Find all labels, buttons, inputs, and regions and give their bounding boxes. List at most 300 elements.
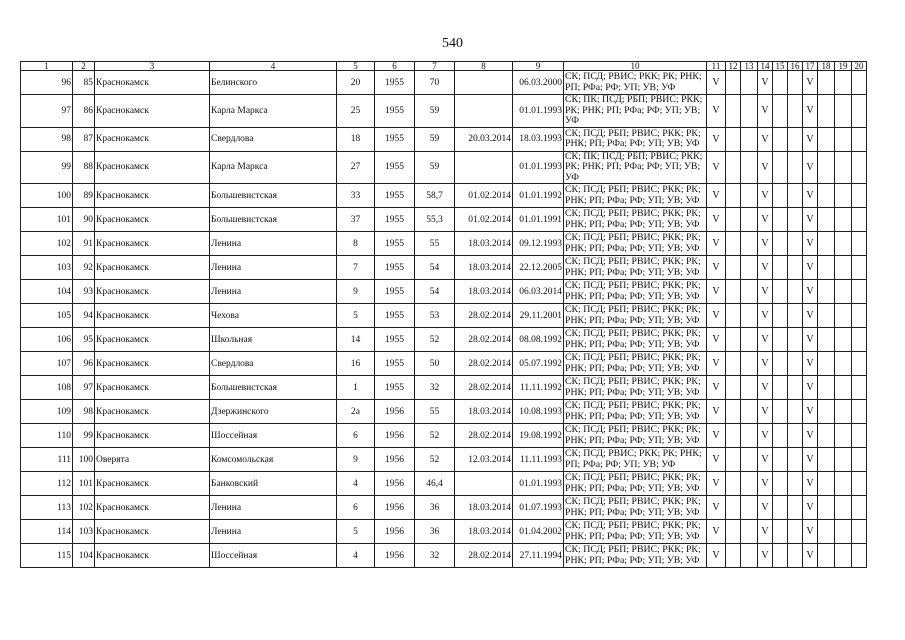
- column-header: 9: [513, 62, 564, 71]
- object-number: 104: [73, 544, 95, 568]
- col-19-cell: [835, 95, 852, 128]
- date-1-cell: 28.02.2014: [455, 376, 513, 400]
- settlement-cell: Краснокамск: [95, 127, 210, 151]
- column-header: 20: [852, 62, 867, 71]
- house-number-cell: 2а: [337, 400, 375, 424]
- col-17-mark: V: [803, 71, 818, 95]
- column-header: 12: [726, 62, 741, 71]
- build-year-cell: 1955: [375, 328, 415, 352]
- house-number-cell: 14: [337, 328, 375, 352]
- col-18-cell: [818, 496, 835, 520]
- works-list-cell: СК; ПСД; РБП; РВИС; РКК; РК; РНК; РП; РФа; РФ; УП; УВ; УФ: [564, 472, 707, 496]
- column-header: 1: [21, 62, 73, 71]
- col-16-cell: [788, 520, 803, 544]
- col-17-mark: V: [803, 352, 818, 376]
- date-2-cell: 06.03.2000: [513, 71, 564, 95]
- date-2-cell: 06.03.2014: [513, 280, 564, 304]
- col-11-mark: V: [707, 184, 726, 208]
- col-18-cell: [818, 376, 835, 400]
- col-12-cell: [726, 184, 741, 208]
- column-header: 10: [564, 62, 707, 71]
- date-1-cell: 28.02.2014: [455, 352, 513, 376]
- wear-value-cell: 32: [415, 544, 455, 568]
- house-number-cell: 5: [337, 520, 375, 544]
- row-number: 104: [21, 280, 73, 304]
- wear-value-cell: 59: [415, 151, 455, 184]
- col-15-cell: [773, 400, 788, 424]
- wear-value-cell: 52: [415, 448, 455, 472]
- works-list-cell: СК; ПСД; РБП; РВИС; РКК; РК; РНК; РП; РФа; РФ; УП; УВ; УФ: [564, 544, 707, 568]
- house-number-cell: 4: [337, 472, 375, 496]
- date-1-cell: 18.03.2014: [455, 232, 513, 256]
- col-19-cell: [835, 208, 852, 232]
- object-number: 90: [73, 208, 95, 232]
- date-1-cell: 28.02.2014: [455, 544, 513, 568]
- col-18-cell: [818, 208, 835, 232]
- col-16-cell: [788, 424, 803, 448]
- column-header: 11: [707, 62, 726, 71]
- col-15-cell: [773, 232, 788, 256]
- date-2-cell: 11.11.1992: [513, 376, 564, 400]
- object-number: 86: [73, 95, 95, 128]
- wear-value-cell: 59: [415, 127, 455, 151]
- col-19-cell: [835, 376, 852, 400]
- street-cell: Свердлова: [210, 127, 337, 151]
- col-19-cell: [835, 256, 852, 280]
- object-number: 89: [73, 184, 95, 208]
- col-15-cell: [773, 352, 788, 376]
- settlement-cell: Краснокамск: [95, 424, 210, 448]
- col-11-mark: V: [707, 280, 726, 304]
- col-12-cell: [726, 424, 741, 448]
- row-number: 98: [21, 127, 73, 151]
- table-row: [21, 352, 867, 376]
- col-20-cell: [852, 424, 867, 448]
- street-cell: Банковский: [210, 472, 337, 496]
- col-17-mark: V: [803, 208, 818, 232]
- col-19-cell: [835, 280, 852, 304]
- col-12-cell: [726, 544, 741, 568]
- date-2-cell: 08.08.1992: [513, 328, 564, 352]
- object-number: 87: [73, 127, 95, 151]
- col-17-mark: V: [803, 328, 818, 352]
- object-number: 85: [73, 71, 95, 95]
- object-number: 91: [73, 232, 95, 256]
- table-row: [21, 544, 867, 568]
- col-19-cell: [835, 424, 852, 448]
- col-16-cell: [788, 280, 803, 304]
- object-number: 103: [73, 520, 95, 544]
- house-number-cell: 33: [337, 184, 375, 208]
- object-number: 93: [73, 280, 95, 304]
- house-number-cell: 9: [337, 280, 375, 304]
- street-cell: Белинского: [210, 71, 337, 95]
- build-year-cell: 1955: [375, 95, 415, 128]
- col-15-cell: [773, 520, 788, 544]
- street-cell: Школьная: [210, 328, 337, 352]
- col-20-cell: [852, 127, 867, 151]
- street-cell: Ленина: [210, 256, 337, 280]
- settlement-cell: Краснокамск: [95, 520, 210, 544]
- col-18-cell: [818, 71, 835, 95]
- date-2-cell: 01.01.1993: [513, 95, 564, 128]
- house-number-cell: 16: [337, 352, 375, 376]
- col-12-cell: [726, 496, 741, 520]
- table-body: [21, 71, 867, 568]
- works-list-cell: СК; ПК; ПСД; РБП; РВИС; РКК; РК; РНК; РП; РФа; РФ; УП; УВ; УФ: [564, 151, 707, 184]
- column-header: 17: [803, 62, 818, 71]
- col-19-cell: [835, 496, 852, 520]
- house-number-cell: 9: [337, 448, 375, 472]
- build-year-cell: 1955: [375, 352, 415, 376]
- settlement-cell: Краснокамск: [95, 328, 210, 352]
- col-14-mark: V: [758, 400, 773, 424]
- works-list-cell: СК; ПСД; РБП; РВИС; РКК; РК; РНК; РП; РФа; РФ; УП; УВ; УФ: [564, 184, 707, 208]
- col-13-cell: [741, 71, 758, 95]
- build-year-cell: 1955: [375, 280, 415, 304]
- col-16-cell: [788, 256, 803, 280]
- col-15-cell: [773, 472, 788, 496]
- street-cell: Дзержинского: [210, 400, 337, 424]
- col-11-mark: V: [707, 472, 726, 496]
- col-16-cell: [788, 151, 803, 184]
- settlement-cell: Краснокамск: [95, 400, 210, 424]
- col-15-cell: [773, 184, 788, 208]
- table-row: [21, 256, 867, 280]
- col-17-mark: V: [803, 448, 818, 472]
- col-14-mark: V: [758, 280, 773, 304]
- col-13-cell: [741, 328, 758, 352]
- col-14-mark: V: [758, 151, 773, 184]
- object-number: 101: [73, 472, 95, 496]
- col-14-mark: V: [758, 328, 773, 352]
- col-16-cell: [788, 496, 803, 520]
- col-20-cell: [852, 232, 867, 256]
- table-row: [21, 424, 867, 448]
- col-18-cell: [818, 328, 835, 352]
- col-20-cell: [852, 400, 867, 424]
- date-1-cell: [455, 472, 513, 496]
- object-number: 97: [73, 376, 95, 400]
- date-1-cell: 18.03.2014: [455, 496, 513, 520]
- col-17-mark: V: [803, 472, 818, 496]
- street-cell: Ленина: [210, 496, 337, 520]
- build-year-cell: 1956: [375, 544, 415, 568]
- date-1-cell: 18.03.2014: [455, 280, 513, 304]
- street-cell: Карла Маркса: [210, 95, 337, 128]
- table-row: [21, 232, 867, 256]
- wear-value-cell: 70: [415, 71, 455, 95]
- col-16-cell: [788, 127, 803, 151]
- col-19-cell: [835, 328, 852, 352]
- col-19-cell: [835, 184, 852, 208]
- col-20-cell: [852, 520, 867, 544]
- date-2-cell: 10.08.1993: [513, 400, 564, 424]
- col-20-cell: [852, 256, 867, 280]
- col-18-cell: [818, 520, 835, 544]
- table-row: [21, 95, 867, 128]
- col-20-cell: [852, 208, 867, 232]
- col-17-mark: V: [803, 400, 818, 424]
- col-14-mark: V: [758, 448, 773, 472]
- row-number: 109: [21, 400, 73, 424]
- date-2-cell: 09.12.1993: [513, 232, 564, 256]
- col-13-cell: [741, 304, 758, 328]
- works-list-cell: СК; ПСД; РВИС; РКК; РК; РНК; РП; РФа; РФ; УП; УВ; УФ: [564, 71, 707, 95]
- col-16-cell: [788, 448, 803, 472]
- works-list-cell: СК; ПСД; РБП; РВИС; РКК; РК; РНК; РП; РФа; РФ; УП; УВ; УФ: [564, 256, 707, 280]
- street-cell: Шоссейная: [210, 544, 337, 568]
- settlement-cell: Краснокамск: [95, 376, 210, 400]
- col-20-cell: [852, 544, 867, 568]
- table-header-row: [21, 62, 867, 71]
- col-15-cell: [773, 127, 788, 151]
- col-18-cell: [818, 472, 835, 496]
- column-header: 2: [73, 62, 95, 71]
- house-number-cell: 4: [337, 544, 375, 568]
- col-13-cell: [741, 496, 758, 520]
- works-list-cell: СК; ПСД; РБП; РВИС; РКК; РК; РНК; РП; РФа; РФ; УП; УВ; УФ: [564, 304, 707, 328]
- col-12-cell: [726, 151, 741, 184]
- col-13-cell: [741, 424, 758, 448]
- col-12-cell: [726, 71, 741, 95]
- works-list-cell: СК; ПСД; РБП; РВИС; РКК; РК; РНК; РП; РФа; РФ; УП; УВ; УФ: [564, 376, 707, 400]
- col-11-mark: V: [707, 520, 726, 544]
- row-number: 107: [21, 352, 73, 376]
- col-16-cell: [788, 376, 803, 400]
- col-11-mark: V: [707, 328, 726, 352]
- date-2-cell: 11.11.1993: [513, 448, 564, 472]
- table-row: [21, 400, 867, 424]
- date-2-cell: 22.12.2005: [513, 256, 564, 280]
- date-1-cell: 01.02.2014: [455, 184, 513, 208]
- col-13-cell: [741, 232, 758, 256]
- row-number: 101: [21, 208, 73, 232]
- table-row: [21, 127, 867, 151]
- row-number: 96: [21, 71, 73, 95]
- works-list-cell: СК; ПСД; РБП; РВИС; РКК; РК; РНК; РП; РФа; РФ; УП; УВ; УФ: [564, 400, 707, 424]
- col-16-cell: [788, 352, 803, 376]
- col-18-cell: [818, 151, 835, 184]
- table-row: [21, 208, 867, 232]
- date-1-cell: 01.02.2014: [455, 208, 513, 232]
- row-number: 112: [21, 472, 73, 496]
- col-11-mark: V: [707, 127, 726, 151]
- table-row: [21, 328, 867, 352]
- column-header: 8: [455, 62, 513, 71]
- house-number-cell: 25: [337, 95, 375, 128]
- row-number: 103: [21, 256, 73, 280]
- col-12-cell: [726, 127, 741, 151]
- works-list-cell: СК; ПСД; РВИС; РКК; РК; РНК; РП; РФа; РФ; УП; УВ; УФ: [564, 448, 707, 472]
- col-17-mark: V: [803, 95, 818, 128]
- works-list-cell: СК; ПСД; РБП; РВИС; РКК; РК; РНК; РП; РФа; РФ; УП; УВ; УФ: [564, 424, 707, 448]
- house-number-cell: 18: [337, 127, 375, 151]
- row-number: 115: [21, 544, 73, 568]
- col-12-cell: [726, 328, 741, 352]
- col-16-cell: [788, 328, 803, 352]
- works-list-cell: СК; ПСД; РБП; РВИС; РКК; РК; РНК; РП; РФа; РФ; УП; УВ; УФ: [564, 127, 707, 151]
- wear-value-cell: 32: [415, 376, 455, 400]
- col-13-cell: [741, 184, 758, 208]
- col-18-cell: [818, 184, 835, 208]
- col-13-cell: [741, 127, 758, 151]
- build-year-cell: 1955: [375, 71, 415, 95]
- build-year-cell: 1955: [375, 151, 415, 184]
- date-2-cell: 01.07.1993: [513, 496, 564, 520]
- build-year-cell: 1956: [375, 472, 415, 496]
- col-17-mark: V: [803, 232, 818, 256]
- col-18-cell: [818, 280, 835, 304]
- col-15-cell: [773, 151, 788, 184]
- col-14-mark: V: [758, 208, 773, 232]
- col-20-cell: [852, 496, 867, 520]
- date-1-cell: 28.02.2014: [455, 424, 513, 448]
- street-cell: Ленина: [210, 280, 337, 304]
- settlement-cell: Краснокамск: [95, 95, 210, 128]
- house-number-cell: 20: [337, 71, 375, 95]
- object-number: 94: [73, 304, 95, 328]
- street-cell: Ленина: [210, 520, 337, 544]
- column-header: 3: [95, 62, 210, 71]
- col-15-cell: [773, 376, 788, 400]
- col-16-cell: [788, 472, 803, 496]
- col-11-mark: V: [707, 352, 726, 376]
- row-number: 97: [21, 95, 73, 128]
- col-11-mark: V: [707, 151, 726, 184]
- date-1-cell: 18.03.2014: [455, 256, 513, 280]
- page-number: 540: [442, 36, 463, 51]
- works-list-cell: СК; ПСД; РБП; РВИС; РКК; РК; РНК; РП; РФа; РФ; УП; УВ; УФ: [564, 352, 707, 376]
- wear-value-cell: 55: [415, 400, 455, 424]
- wear-value-cell: 50: [415, 352, 455, 376]
- col-17-mark: V: [803, 376, 818, 400]
- col-19-cell: [835, 127, 852, 151]
- build-year-cell: 1955: [375, 127, 415, 151]
- col-11-mark: V: [707, 544, 726, 568]
- col-13-cell: [741, 400, 758, 424]
- settlement-cell: Краснокамск: [95, 232, 210, 256]
- col-15-cell: [773, 95, 788, 128]
- col-15-cell: [773, 304, 788, 328]
- row-number: 105: [21, 304, 73, 328]
- date-2-cell: 19.08.1992: [513, 424, 564, 448]
- table-row: [21, 304, 867, 328]
- column-header: 18: [818, 62, 835, 71]
- col-17-mark: V: [803, 256, 818, 280]
- col-17-mark: V: [803, 496, 818, 520]
- col-20-cell: [852, 71, 867, 95]
- col-19-cell: [835, 544, 852, 568]
- col-17-mark: V: [803, 544, 818, 568]
- settlement-cell: Краснокамск: [95, 208, 210, 232]
- col-12-cell: [726, 256, 741, 280]
- col-12-cell: [726, 95, 741, 128]
- col-11-mark: V: [707, 376, 726, 400]
- col-13-cell: [741, 448, 758, 472]
- col-18-cell: [818, 127, 835, 151]
- build-year-cell: 1955: [375, 304, 415, 328]
- col-11-mark: V: [707, 448, 726, 472]
- table-row: [21, 71, 867, 95]
- wear-value-cell: 53: [415, 304, 455, 328]
- house-number-cell: 6: [337, 424, 375, 448]
- date-1-cell: [455, 151, 513, 184]
- row-number: 114: [21, 520, 73, 544]
- col-14-mark: V: [758, 376, 773, 400]
- col-16-cell: [788, 544, 803, 568]
- works-list-cell: СК; ПСД; РБП; РВИС; РКК; РК; РНК; РП; РФа; РФ; УП; УВ; УФ: [564, 208, 707, 232]
- col-11-mark: V: [707, 71, 726, 95]
- date-1-cell: 28.02.2014: [455, 304, 513, 328]
- row-number: 108: [21, 376, 73, 400]
- settlement-cell: Краснокамск: [95, 496, 210, 520]
- settlement-cell: Оверята: [95, 448, 210, 472]
- col-18-cell: [818, 256, 835, 280]
- col-12-cell: [726, 352, 741, 376]
- wear-value-cell: 59: [415, 95, 455, 128]
- col-12-cell: [726, 304, 741, 328]
- settlement-cell: Краснокамск: [95, 71, 210, 95]
- street-cell: Шоссейная: [210, 424, 337, 448]
- wear-value-cell: 52: [415, 328, 455, 352]
- col-13-cell: [741, 472, 758, 496]
- settlement-cell: Краснокамск: [95, 472, 210, 496]
- col-13-cell: [741, 95, 758, 128]
- col-19-cell: [835, 304, 852, 328]
- object-number: 88: [73, 151, 95, 184]
- date-1-cell: 28.02.2014: [455, 328, 513, 352]
- column-header: 7: [415, 62, 455, 71]
- col-15-cell: [773, 328, 788, 352]
- col-16-cell: [788, 71, 803, 95]
- date-2-cell: 01.01.1991: [513, 208, 564, 232]
- col-12-cell: [726, 376, 741, 400]
- col-14-mark: V: [758, 472, 773, 496]
- column-header: 6: [375, 62, 415, 71]
- date-1-cell: 18.03.2014: [455, 400, 513, 424]
- col-19-cell: [835, 448, 852, 472]
- row-number: 102: [21, 232, 73, 256]
- col-17-mark: V: [803, 127, 818, 151]
- house-number-cell: 1: [337, 376, 375, 400]
- row-number: 99: [21, 151, 73, 184]
- works-list-cell: СК; ПСД; РБП; РВИС; РКК; РК; РНК; РП; РФа; РФ; УП; УВ; УФ: [564, 328, 707, 352]
- col-16-cell: [788, 232, 803, 256]
- col-16-cell: [788, 184, 803, 208]
- table-row: [21, 280, 867, 304]
- date-2-cell: 01.04.2002: [513, 520, 564, 544]
- street-cell: Чехова: [210, 304, 337, 328]
- date-1-cell: [455, 95, 513, 128]
- table-row: [21, 376, 867, 400]
- object-number: 92: [73, 256, 95, 280]
- col-14-mark: V: [758, 352, 773, 376]
- object-number: 99: [73, 424, 95, 448]
- object-number: 100: [73, 448, 95, 472]
- col-20-cell: [852, 448, 867, 472]
- build-year-cell: 1955: [375, 232, 415, 256]
- column-header: 4: [210, 62, 337, 71]
- works-list-cell: СК; ПСД; РБП; РВИС; РКК; РК; РНК; РП; РФа; РФ; УП; УВ; УФ: [564, 280, 707, 304]
- col-20-cell: [852, 280, 867, 304]
- col-14-mark: V: [758, 184, 773, 208]
- col-12-cell: [726, 232, 741, 256]
- col-15-cell: [773, 256, 788, 280]
- col-15-cell: [773, 280, 788, 304]
- settlement-cell: Краснокамск: [95, 184, 210, 208]
- wear-value-cell: 36: [415, 520, 455, 544]
